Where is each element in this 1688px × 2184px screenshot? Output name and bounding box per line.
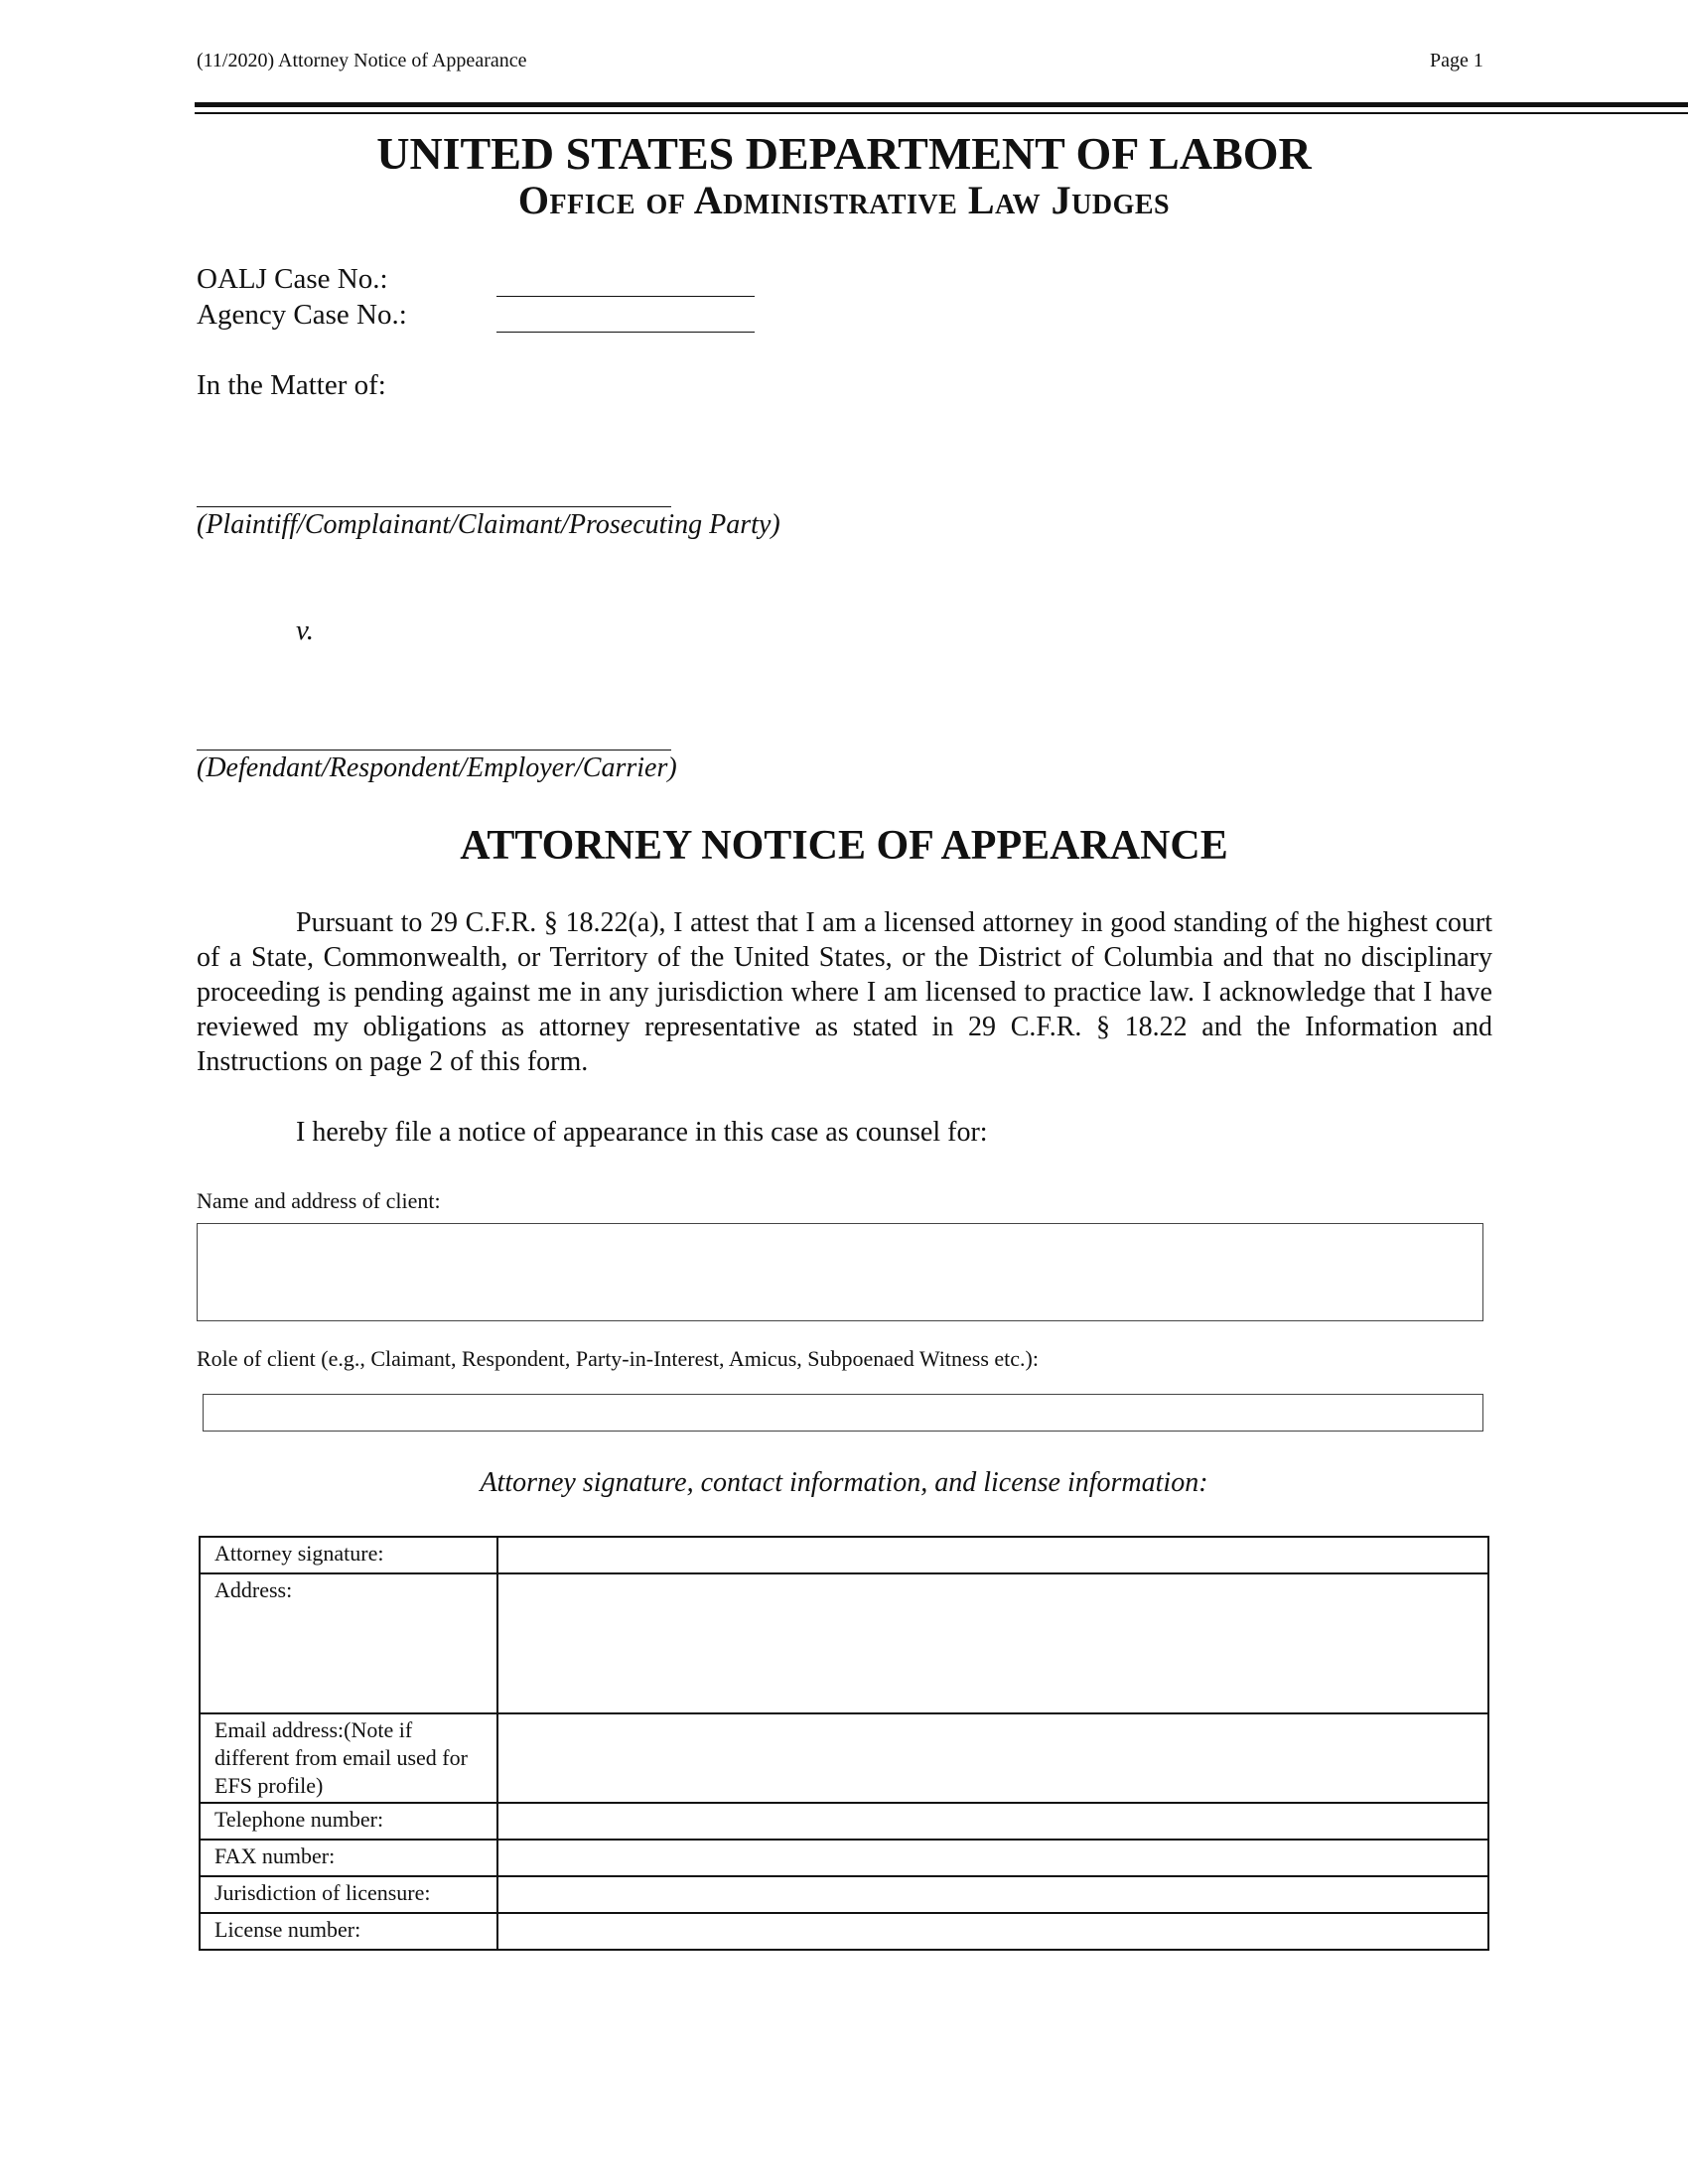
- jurisdiction-field[interactable]: [497, 1876, 1488, 1913]
- attorney-info-table: [199, 1536, 1489, 1951]
- notice-title: ATTORNEY NOTICE OF APPEARANCE: [460, 823, 1228, 869]
- department-title: UNITED STATES DEPARTMENT OF LABOR: [376, 128, 1312, 179]
- table-row: [200, 1713, 1488, 1803]
- agency-case-field[interactable]: [496, 296, 755, 333]
- defendant-line[interactable]: [197, 750, 671, 751]
- license-number-label: License number:: [200, 1913, 497, 1950]
- filing-statement: I hereby file a notice of appearance in this case as counsel for:: [296, 1117, 988, 1148]
- client-role-field[interactable]: [203, 1394, 1483, 1432]
- client-name-address-field[interactable]: [197, 1223, 1483, 1321]
- table-row: [200, 1803, 1488, 1840]
- header-rule-thick: [195, 102, 1688, 107]
- address-field[interactable]: [497, 1573, 1488, 1713]
- agency-case-label: Agency Case No.:: [197, 299, 407, 331]
- telephone-field[interactable]: [497, 1803, 1488, 1840]
- plaintiff-caption: (Plaintiff/Complainant/Claimant/Prosecuting Party): [197, 509, 780, 540]
- client-name-label: Name and address of client:: [197, 1188, 441, 1213]
- table-row: [200, 1537, 1488, 1573]
- table-row: [200, 1840, 1488, 1876]
- attorney-section-heading: Attorney signature, contact information, and license information:: [480, 1467, 1208, 1498]
- matter-label: In the Matter of:: [197, 369, 386, 401]
- header-rule-thin: [195, 112, 1688, 114]
- office-title: Office of Administrative Law Judges: [517, 178, 1171, 222]
- client-role-label: Role of client (e.g., Claimant, Respondent, Party-in-Interest, Amicus, Subpoenaed Witness etc.):: [197, 1346, 1039, 1371]
- plaintiff-line[interactable]: [197, 506, 671, 507]
- table-row: [200, 1876, 1488, 1913]
- oalj-case-field[interactable]: [496, 260, 755, 297]
- versus: v.: [296, 614, 314, 646]
- table-row: [200, 1913, 1488, 1950]
- page-number: Page 1: [1430, 50, 1483, 71]
- email-field[interactable]: [497, 1713, 1488, 1803]
- address-label: Address:: [200, 1573, 497, 1713]
- oalj-case-label: OALJ Case No.:: [197, 263, 388, 295]
- telephone-label: Telephone number:: [200, 1803, 497, 1840]
- table-row: [200, 1573, 1488, 1713]
- form-id: (11/2020) Attorney Notice of Appearance: [197, 50, 527, 71]
- fax-label: FAX number:: [200, 1840, 497, 1876]
- attorney-signature-field[interactable]: [497, 1537, 1488, 1573]
- fax-field[interactable]: [497, 1840, 1488, 1876]
- attorney-signature-label: Attorney signature:: [200, 1537, 497, 1573]
- license-number-field[interactable]: [497, 1913, 1488, 1950]
- attestation-paragraph: [197, 905, 1492, 1079]
- email-label: Email address:(Note if different from email used for EFS profile): [200, 1713, 497, 1803]
- defendant-caption: (Defendant/Respondent/Employer/Carrier): [197, 752, 677, 783]
- jurisdiction-label: Jurisdiction of licensure:: [200, 1876, 497, 1913]
- attestation-text: Pursuant to 29 C.F.R. § 18.22(a), I attest that I am a licensed attorney in good standing of the highest court of a State, Commonwealth, or Territory of the United States, or the District of Columbia and that no disciplinary proceeding is pending against me in any jurisdiction where I am licensed to practice law. I acknowledge that I have reviewed my obligations as attorney representative as stated in 29 C.F.R. § 18.22 and the Information and Instructions on page 2 of this form.: [197, 907, 1492, 1077]
